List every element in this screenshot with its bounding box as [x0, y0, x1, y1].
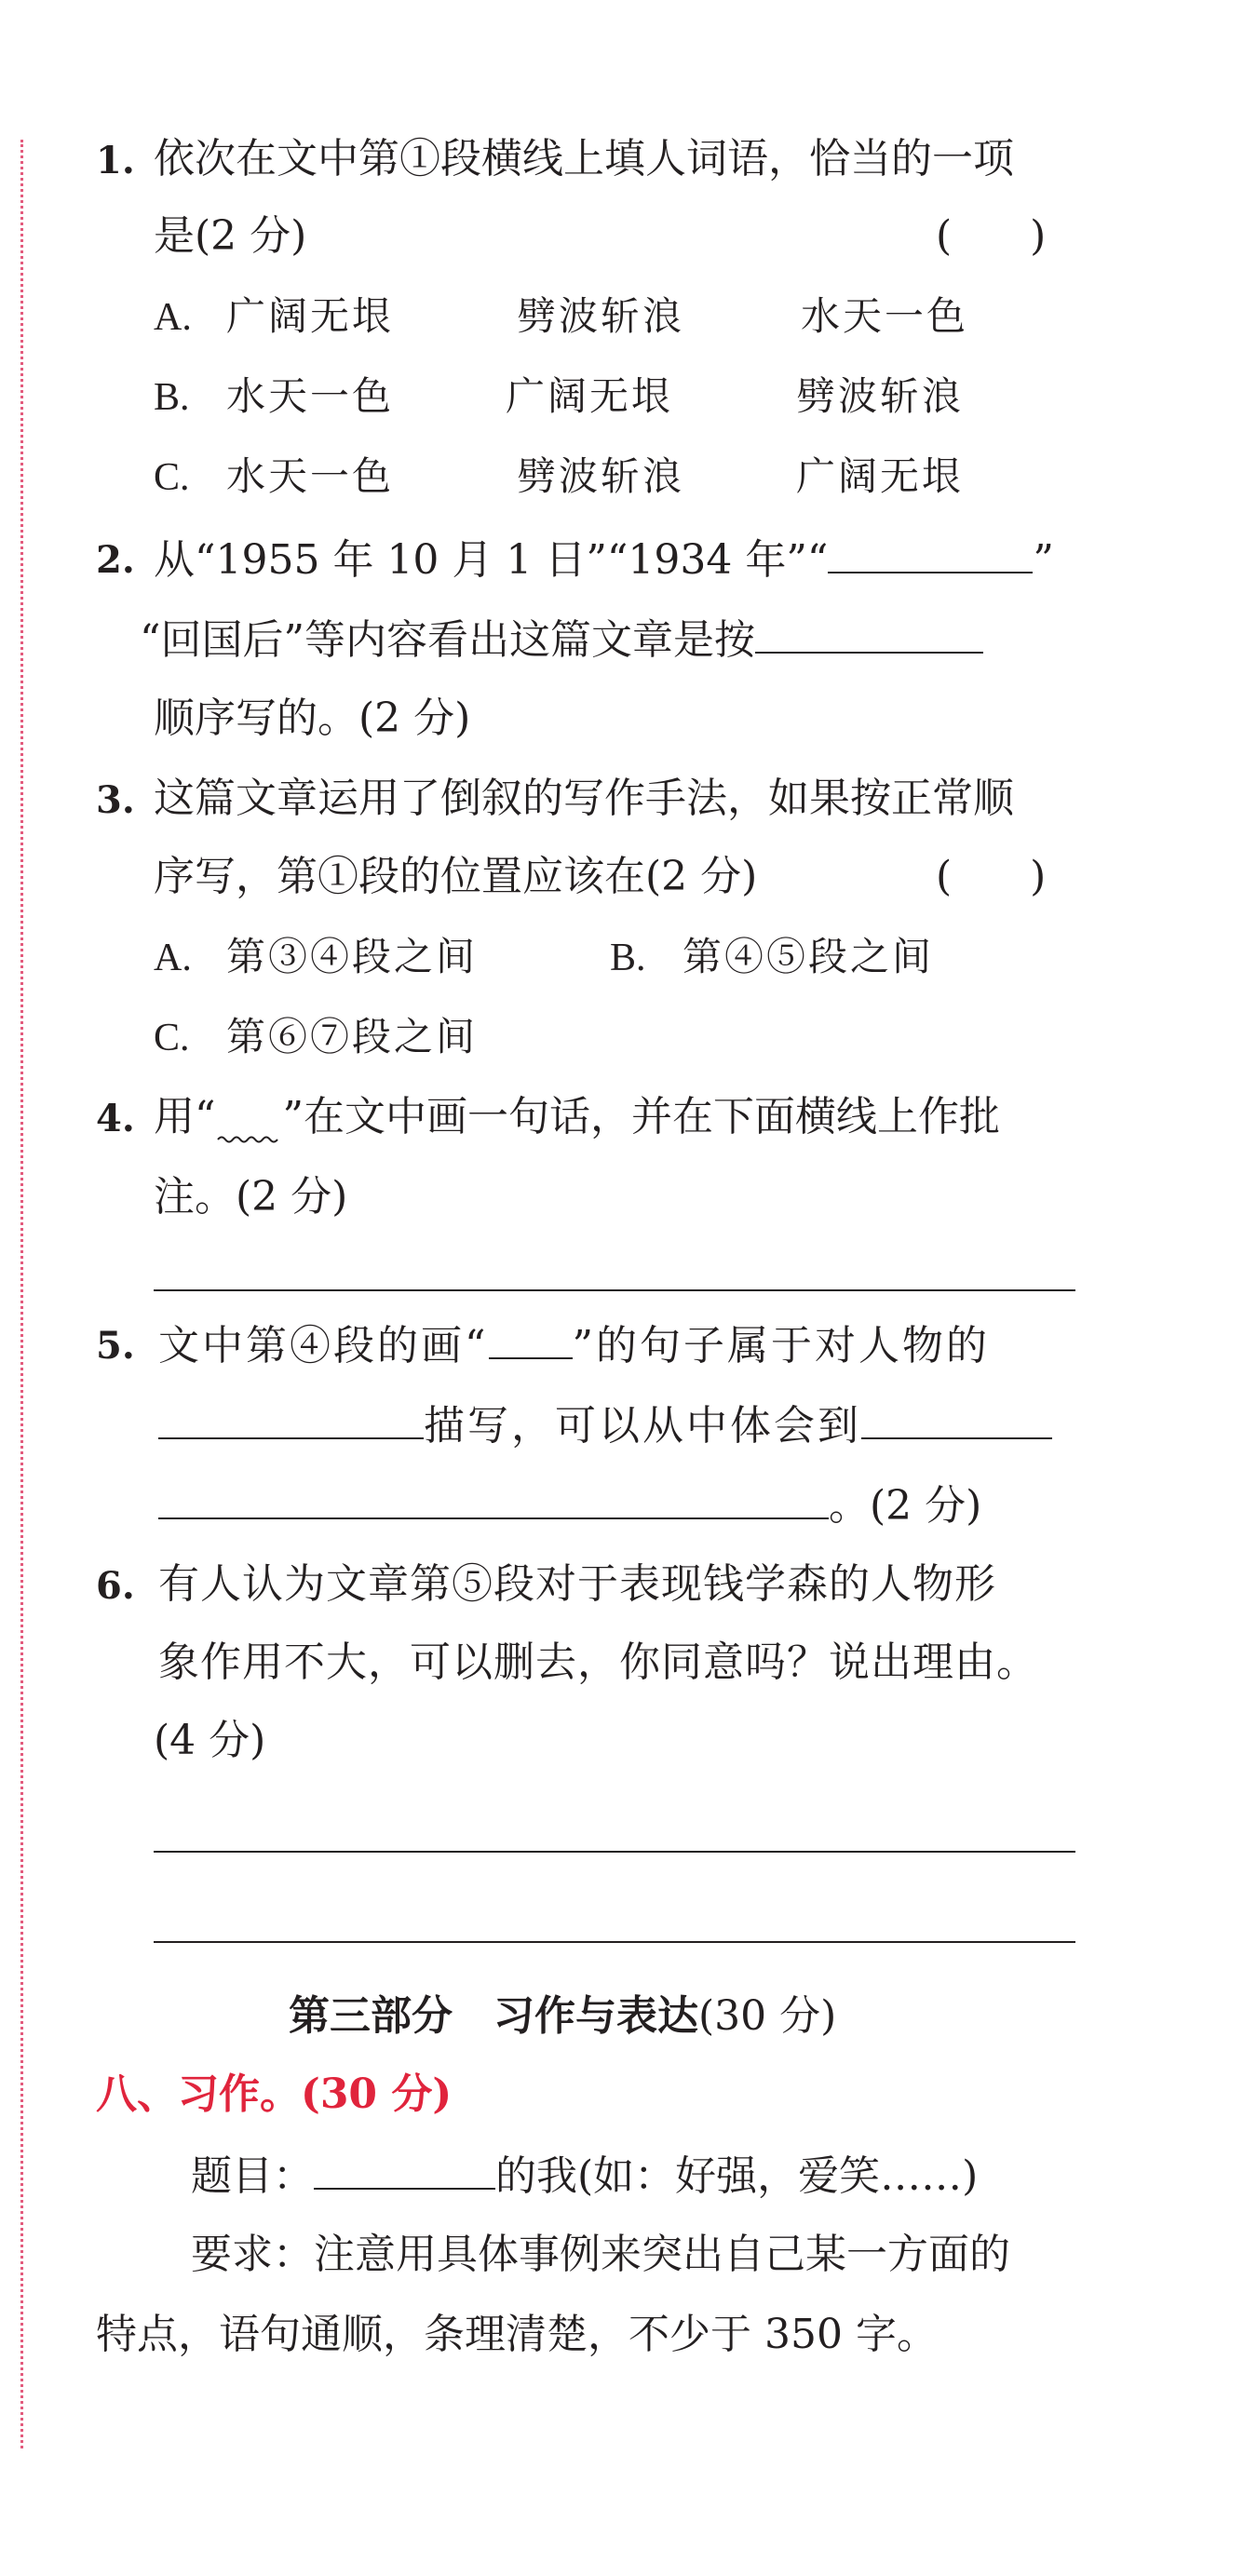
q4-line1-end: ”在文中画一句话，并在下面横线上作批: [282, 1093, 1000, 1140]
section8-topic-label: 题目：: [191, 2152, 314, 2200]
part3-title: 第三部分 习作与表达: [289, 1992, 698, 2040]
q5-marker-blank: [489, 1316, 573, 1359]
q4-line2: 注。(2 分): [154, 1173, 348, 1221]
q5-blank-1[interactable]: [158, 1396, 424, 1439]
section8-req-line1: 要求：注意用具体事例来突出自己某一方面的: [191, 2231, 1010, 2278]
q1-option-c-word2: 劈波斩浪: [517, 453, 685, 499]
q3-option-c-letter: C.: [154, 1017, 190, 1059]
q1-option-c[interactable]: [154, 449, 965, 506]
q3-line1: 这篇文章运用了倒叙的写作手法，如果按正常顺: [154, 775, 1014, 822]
section8-topic: [191, 2147, 978, 2205]
q5-number: 5.: [96, 1324, 135, 1368]
q3-option-a-letter: A.: [154, 937, 192, 979]
q1-option-b-word3: 劈波斩浪: [796, 373, 965, 419]
q2-line1-close-quote: ”: [1033, 536, 1054, 584]
q6-answer-line-1[interactable]: [154, 1851, 1075, 1853]
q1-line2: 是(2 分): [154, 212, 307, 260]
q5-line2: [158, 1396, 1052, 1454]
q3-option-c[interactable]: [154, 1009, 479, 1066]
section8-topic-rest: 的我(如：好强，爱笑……): [495, 2152, 979, 2200]
q1-line1: 依次在文中第①段横线上填人词语，恰当的一项: [154, 135, 1014, 182]
q1-option-a-letter: A.: [154, 296, 192, 339]
q3-option-b-letter: B.: [610, 937, 646, 979]
section8-req-line2: 特点，语句通顺，条理清楚，不少于 350 字。: [96, 2311, 938, 2358]
wavy-underline-icon: [216, 1108, 283, 1145]
q1-option-c-word3: 广阔无垠: [796, 453, 965, 499]
q3-number: 3.: [96, 778, 135, 822]
q1-option-a-word2: 劈波斩浪: [517, 293, 685, 339]
q1-answer-paren[interactable]: ( ): [936, 212, 1047, 260]
q6-answer-line-2[interactable]: [154, 1941, 1075, 1943]
q6-number: 6.: [96, 1564, 135, 1608]
q3-option-a-text: 第③④段之间: [226, 934, 479, 979]
q3-option-c-text: 第⑥⑦段之间: [226, 1014, 479, 1059]
q5-line1: [158, 1316, 990, 1374]
q3-line2: 序写，第①段的位置应该在(2 分): [154, 853, 758, 900]
q5-line2-text: 描写，可以从中体会到: [424, 1402, 861, 1450]
q2-blank-2[interactable]: [755, 611, 983, 654]
q1-option-b[interactable]: [154, 369, 965, 425]
q3-option-b[interactable]: [610, 929, 935, 986]
section8-title: 八、习作。(30 分): [96, 2070, 453, 2118]
q6-line3: (4 分): [154, 1717, 266, 1764]
q2-line2: [140, 611, 983, 668]
q2-number: 2.: [96, 538, 135, 582]
q5-line1-start: 文中第④段的画“: [158, 1322, 489, 1369]
q1-option-a[interactable]: [154, 289, 969, 345]
q1-option-a-word3: 水天一色: [801, 293, 969, 339]
q5-blank-3[interactable]: [158, 1477, 829, 1519]
q1-number: 1.: [96, 139, 135, 182]
q5-line1-end: ”的句子属于对人物的: [572, 1322, 990, 1369]
q4-line1-start: 用“: [154, 1093, 216, 1140]
q1-option-c-letter: C.: [154, 456, 190, 499]
q2-blank-1[interactable]: [828, 531, 1033, 573]
q2-line1-text: 从“1955 年 10 月 1 日”“1934 年”“: [154, 536, 829, 584]
q2-line2-text: “回国后”等内容看出这篇文章是按: [140, 616, 755, 664]
q4-line1: [154, 1089, 1000, 1145]
q1-option-b-word1: 水天一色: [226, 373, 395, 419]
q6-line1: 有人认为文章第⑤段对于表现钱学森的人物形: [158, 1560, 996, 1608]
margin-dotted-line: [20, 140, 23, 2448]
q1-option-a-word1: 广阔无垠: [226, 293, 395, 339]
q1-option-b-letter: B.: [154, 376, 190, 419]
q5-blank-2[interactable]: [861, 1396, 1052, 1439]
part3-points: (30 分): [698, 1992, 837, 2040]
q4-answer-line[interactable]: [154, 1289, 1075, 1291]
q3-option-a[interactable]: [154, 929, 479, 986]
q5-line3-text: 。(2 分): [829, 1482, 982, 1530]
q4-number: 4.: [96, 1097, 135, 1140]
q6-line2: 象作用不大，可以删去，你同意吗？说出理由。: [158, 1639, 1038, 1686]
section8-topic-blank[interactable]: [314, 2147, 495, 2190]
q3-option-b-text: 第④⑤段之间: [683, 934, 935, 979]
q2-line3: 顺序写的。(2 分): [154, 695, 471, 742]
part3-heading: [289, 1989, 836, 2044]
q2-line1: [154, 531, 1054, 588]
q1-option-c-word1: 水天一色: [226, 453, 395, 499]
q3-answer-paren[interactable]: ( ): [936, 853, 1047, 900]
q5-line3: [158, 1477, 981, 1534]
q1-option-b-word2: 广阔无垠: [506, 373, 674, 419]
